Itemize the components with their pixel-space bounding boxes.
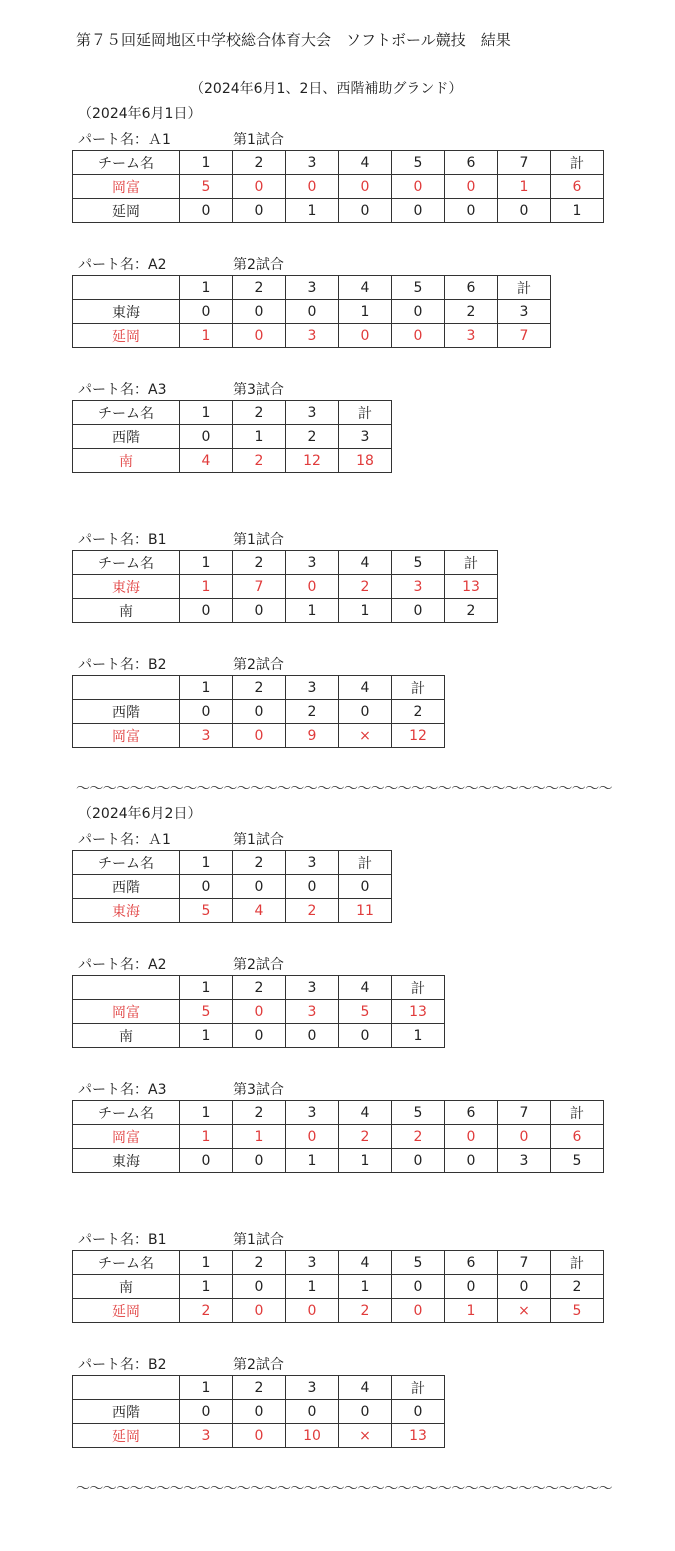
inning-score: 0	[233, 875, 286, 899]
inning-score: 5	[180, 1000, 233, 1024]
inning-score: 4	[233, 899, 286, 923]
team-score-row	[73, 724, 445, 748]
scoreboard-table	[72, 1375, 445, 1448]
inning-score: 3	[180, 724, 233, 748]
team-score-row	[73, 1000, 445, 1024]
game-label: 第2試合	[233, 657, 284, 673]
inning-score: 1	[233, 425, 286, 449]
inning-header: 3	[286, 851, 339, 875]
inning-score: 1	[180, 324, 233, 348]
inning-score: 0	[445, 1149, 498, 1173]
team-column-header: チーム名	[73, 151, 180, 175]
header-row	[73, 676, 445, 700]
total-column-header: 計	[339, 851, 392, 875]
pool-label: パート名：B1	[78, 532, 167, 548]
scoreboard-table	[72, 850, 392, 923]
inning-score: 1	[339, 300, 392, 324]
inning-score: 0	[392, 175, 445, 199]
inning-score: 0	[233, 724, 286, 748]
team-name: 東海	[73, 300, 180, 324]
inning-score: 0	[286, 175, 339, 199]
team-score-row	[73, 599, 498, 623]
inning-score: 3	[286, 1000, 339, 1024]
team-name: 西階	[73, 425, 180, 449]
inning-score: 0	[339, 175, 392, 199]
inning-score: 0	[339, 324, 392, 348]
separator-line: 〜〜〜〜〜〜〜〜〜〜〜〜〜〜〜〜〜〜〜〜〜〜〜〜〜〜〜〜〜〜〜〜〜〜〜〜〜〜〜〜	[76, 781, 612, 797]
total-score: 11	[339, 899, 392, 923]
inning-header: 5	[392, 276, 445, 300]
total-score: 7	[498, 324, 551, 348]
inning-header: 6	[445, 276, 498, 300]
scoreboard-table	[72, 1250, 604, 1323]
inning-header: 2	[233, 851, 286, 875]
inning-score: 0	[233, 599, 286, 623]
game-label: 第1試合	[233, 532, 284, 548]
team-column-header	[73, 1376, 180, 1400]
total-score: 0	[339, 875, 392, 899]
inning-header: 1	[180, 676, 233, 700]
inning-score: 0	[286, 1125, 339, 1149]
inning-header: 2	[233, 1376, 286, 1400]
inning-score: 1	[180, 575, 233, 599]
day-date: （2024年6月2日）	[78, 806, 202, 822]
inning-score: 0	[180, 700, 233, 724]
inning-score: ×	[339, 1424, 392, 1448]
inning-score: 0	[180, 599, 233, 623]
team-name: 岡富	[73, 175, 180, 199]
header-row	[73, 401, 392, 425]
total-score: 13	[392, 1000, 445, 1024]
inning-score: ×	[498, 1299, 551, 1323]
team-score-row	[73, 700, 445, 724]
inning-score: 1	[286, 1275, 339, 1299]
inning-header: 4	[339, 551, 392, 575]
total-score: 5	[551, 1299, 604, 1323]
game-label: 第2試合	[233, 1357, 284, 1373]
inning-score: 0	[233, 199, 286, 223]
inning-header: 1	[180, 401, 233, 425]
inning-header: 5	[392, 151, 445, 175]
inning-header: 1	[180, 976, 233, 1000]
inning-score: 3	[180, 1424, 233, 1448]
inning-score: 9	[286, 724, 339, 748]
team-name: 西階	[73, 700, 180, 724]
scoreboard-table	[72, 1100, 604, 1173]
header-row	[73, 976, 445, 1000]
pool-label: パート名：A3	[78, 1082, 167, 1098]
scoreboard-table	[72, 975, 445, 1048]
total-score: 5	[551, 1149, 604, 1173]
inning-score: 0	[233, 1299, 286, 1323]
inning-header: 4	[339, 151, 392, 175]
inning-header: 4	[339, 276, 392, 300]
inning-score: 0	[339, 199, 392, 223]
inning-score: 2	[286, 700, 339, 724]
inning-score: 0	[233, 1275, 286, 1299]
inning-header: 3	[286, 551, 339, 575]
game-label: 第1試合	[233, 832, 284, 848]
total-column-header: 計	[339, 401, 392, 425]
inning-score: 2	[339, 575, 392, 599]
inning-score: 2	[180, 1299, 233, 1323]
team-name: 岡富	[73, 724, 180, 748]
inning-header: 1	[180, 276, 233, 300]
inning-header: 2	[233, 976, 286, 1000]
inning-header: 2	[233, 551, 286, 575]
inning-score: 0	[392, 324, 445, 348]
inning-score: 3	[392, 575, 445, 599]
inning-header: 4	[339, 1251, 392, 1275]
inning-header: 3	[286, 276, 339, 300]
team-name: 南	[73, 1024, 180, 1048]
scoreboard-table	[72, 150, 604, 223]
inning-score: 0	[233, 1149, 286, 1173]
inning-score: 1	[286, 199, 339, 223]
game-label: 第1試合	[233, 132, 284, 148]
game-label: 第2試合	[233, 957, 284, 973]
inning-header: 4	[339, 976, 392, 1000]
team-name: 西階	[73, 1400, 180, 1424]
team-score-row	[73, 1149, 604, 1173]
inning-score: 1	[339, 1149, 392, 1173]
inning-header: 7	[498, 1251, 551, 1275]
team-score-row	[73, 199, 604, 223]
team-column-header: チーム名	[73, 401, 180, 425]
total-score: 2	[392, 700, 445, 724]
team-name: 南	[73, 449, 180, 473]
team-score-row	[73, 899, 392, 923]
total-column-header: 計	[392, 676, 445, 700]
inning-score: 0	[233, 1400, 286, 1424]
inning-score: 1	[233, 1125, 286, 1149]
game-label: 第1試合	[233, 1232, 284, 1248]
total-column-header: 計	[392, 1376, 445, 1400]
header-row	[73, 1251, 604, 1275]
inning-header: 3	[286, 1251, 339, 1275]
total-score: 3	[339, 425, 392, 449]
team-column-header	[73, 276, 180, 300]
total-score: 2	[445, 599, 498, 623]
pool-label: パート名：A2	[78, 257, 167, 273]
inning-header: 7	[498, 151, 551, 175]
inning-score: 5	[339, 1000, 392, 1024]
inning-score: 0	[233, 700, 286, 724]
inning-score: 0	[233, 300, 286, 324]
inning-score: 1	[180, 1275, 233, 1299]
inning-header: 2	[233, 151, 286, 175]
team-name: 東海	[73, 899, 180, 923]
inning-score: 0	[233, 175, 286, 199]
total-score: 2	[551, 1275, 604, 1299]
inning-score: 0	[392, 1299, 445, 1323]
team-score-row	[73, 425, 392, 449]
total-score: 1	[392, 1024, 445, 1048]
scoreboard-table	[72, 675, 445, 748]
inning-header: 6	[445, 151, 498, 175]
inning-header: 1	[180, 1101, 233, 1125]
header-row	[73, 151, 604, 175]
total-score: 18	[339, 449, 392, 473]
inning-score: 2	[339, 1299, 392, 1323]
header-row	[73, 1376, 445, 1400]
inning-header: 5	[392, 1251, 445, 1275]
team-name: 南	[73, 599, 180, 623]
team-name: 岡富	[73, 1000, 180, 1024]
team-column-header: チーム名	[73, 1251, 180, 1275]
inning-score: 0	[180, 1400, 233, 1424]
inning-header: 3	[286, 1376, 339, 1400]
inning-score: 0	[233, 1024, 286, 1048]
inning-header: 4	[339, 676, 392, 700]
inning-header: 2	[233, 676, 286, 700]
inning-score: 0	[180, 425, 233, 449]
team-column-header: チーム名	[73, 551, 180, 575]
game-label: 第3試合	[233, 1082, 284, 1098]
inning-score: 10	[286, 1424, 339, 1448]
total-score: 6	[551, 1125, 604, 1149]
game-label: 第3試合	[233, 382, 284, 398]
team-column-header	[73, 976, 180, 1000]
team-name: 南	[73, 1275, 180, 1299]
team-name: 延岡	[73, 324, 180, 348]
inning-score: 0	[180, 1149, 233, 1173]
inning-score: 0	[180, 199, 233, 223]
inning-score: 2	[339, 1125, 392, 1149]
pool-label: パート名：B2	[78, 657, 167, 673]
inning-score: 0	[445, 1275, 498, 1299]
inning-header: 1	[180, 851, 233, 875]
total-score: 13	[445, 575, 498, 599]
inning-header: 2	[233, 276, 286, 300]
inning-header: 4	[339, 1101, 392, 1125]
inning-header: 2	[233, 1101, 286, 1125]
inning-score: 0	[233, 1000, 286, 1024]
day-date: （2024年6月1日）	[78, 106, 202, 122]
team-score-row	[73, 575, 498, 599]
total-column-header: 計	[498, 276, 551, 300]
inning-score: 3	[286, 324, 339, 348]
inning-score: 0	[286, 1024, 339, 1048]
inning-score: 2	[286, 899, 339, 923]
team-score-row	[73, 324, 551, 348]
inning-score: 0	[286, 875, 339, 899]
inning-score: 1	[339, 1275, 392, 1299]
total-score: 0	[392, 1400, 445, 1424]
inning-score: 0	[180, 300, 233, 324]
inning-header: 2	[233, 1251, 286, 1275]
inning-score: 1	[445, 1299, 498, 1323]
pool-label: パート名：Ａ1	[78, 832, 171, 848]
inning-score: 1	[339, 599, 392, 623]
header-row	[73, 551, 498, 575]
inning-score: 0	[286, 575, 339, 599]
team-score-row	[73, 300, 551, 324]
inning-score: 4	[180, 449, 233, 473]
pool-label: パート名：B1	[78, 1232, 167, 1248]
header-row	[73, 851, 392, 875]
inning-header: 6	[445, 1251, 498, 1275]
inning-score: 0	[339, 1400, 392, 1424]
team-score-row	[73, 1299, 604, 1323]
pool-label: パート名：A3	[78, 382, 167, 398]
inning-score: 1	[286, 1149, 339, 1173]
inning-score: 3	[445, 324, 498, 348]
inning-score: 0	[392, 1275, 445, 1299]
inning-header: 3	[286, 401, 339, 425]
inning-score: 2	[286, 425, 339, 449]
inning-score: 0	[339, 700, 392, 724]
inning-header: 6	[445, 1101, 498, 1125]
inning-header: 7	[498, 1101, 551, 1125]
inning-score: 0	[498, 199, 551, 223]
inning-score: 3	[498, 1149, 551, 1173]
inning-score: 12	[286, 449, 339, 473]
scoreboard-table	[72, 275, 551, 348]
team-name: 延岡	[73, 199, 180, 223]
inning-header: 3	[286, 1101, 339, 1125]
team-name: 延岡	[73, 1424, 180, 1448]
inning-score: 1	[498, 175, 551, 199]
inning-header: 1	[180, 1251, 233, 1275]
inning-score: 2	[392, 1125, 445, 1149]
inning-score: 1	[180, 1024, 233, 1048]
inning-score: 0	[339, 1024, 392, 1048]
pool-label: パート名：Ａ1	[78, 132, 171, 148]
team-name: 東海	[73, 1149, 180, 1173]
inning-score: 0	[392, 199, 445, 223]
inning-score: 0	[286, 300, 339, 324]
team-score-row	[73, 875, 392, 899]
team-score-row	[73, 1125, 604, 1149]
scoreboard-table	[72, 550, 498, 623]
separator-line: 〜〜〜〜〜〜〜〜〜〜〜〜〜〜〜〜〜〜〜〜〜〜〜〜〜〜〜〜〜〜〜〜〜〜〜〜〜〜〜〜	[76, 1481, 612, 1497]
inning-score: 0	[498, 1275, 551, 1299]
inning-score: 0	[392, 1149, 445, 1173]
team-column-header	[73, 676, 180, 700]
inning-header: 3	[286, 676, 339, 700]
inning-header: 3	[286, 151, 339, 175]
page-title: 第７５回延岡地区中学校総合体育大会 ソフトボール競技 結果	[76, 31, 511, 49]
game-label: 第2試合	[233, 257, 284, 273]
inning-header: 1	[180, 1376, 233, 1400]
total-column-header: 計	[551, 1101, 604, 1125]
inning-header: 1	[180, 151, 233, 175]
inning-score: 0	[392, 599, 445, 623]
team-score-row	[73, 1024, 445, 1048]
team-name: 西階	[73, 875, 180, 899]
inning-header: 1	[180, 551, 233, 575]
inning-header: 4	[339, 1376, 392, 1400]
inning-score: 2	[445, 300, 498, 324]
team-score-row	[73, 449, 392, 473]
total-column-header: 計	[551, 1251, 604, 1275]
total-score: 6	[551, 175, 604, 199]
header-row	[73, 276, 551, 300]
inning-score: 5	[180, 899, 233, 923]
event-venue-dates: （2024年6月1、2日、西階補助グランド）	[190, 81, 463, 97]
team-name: 東海	[73, 575, 180, 599]
inning-header: 5	[392, 551, 445, 575]
team-column-header: チーム名	[73, 851, 180, 875]
inning-header: 5	[392, 1101, 445, 1125]
inning-score: 7	[233, 575, 286, 599]
total-score: 12	[392, 724, 445, 748]
total-score: 13	[392, 1424, 445, 1448]
inning-score: 0	[233, 324, 286, 348]
pool-label: パート名：B2	[78, 1357, 167, 1373]
inning-score: 1	[180, 1125, 233, 1149]
pool-label: パート名：A2	[78, 957, 167, 973]
team-score-row	[73, 1400, 445, 1424]
team-score-row	[73, 1424, 445, 1448]
total-column-header: 計	[392, 976, 445, 1000]
inning-score: 5	[180, 175, 233, 199]
inning-score: 0	[445, 175, 498, 199]
inning-header: 3	[286, 976, 339, 1000]
inning-score: 1	[286, 599, 339, 623]
inning-score: 0	[286, 1299, 339, 1323]
team-column-header: チーム名	[73, 1101, 180, 1125]
inning-score: 0	[445, 1125, 498, 1149]
total-score: 1	[551, 199, 604, 223]
team-score-row	[73, 175, 604, 199]
inning-score: 0	[180, 875, 233, 899]
inning-score: 0	[286, 1400, 339, 1424]
total-column-header: 計	[445, 551, 498, 575]
inning-score: ×	[339, 724, 392, 748]
team-name: 延岡	[73, 1299, 180, 1323]
team-name: 岡富	[73, 1125, 180, 1149]
header-row	[73, 1101, 604, 1125]
total-score: 3	[498, 300, 551, 324]
scoreboard-table	[72, 400, 392, 473]
team-score-row	[73, 1275, 604, 1299]
inning-score: 0	[233, 1424, 286, 1448]
inning-header: 2	[233, 401, 286, 425]
inning-score: 0	[392, 300, 445, 324]
total-column-header: 計	[551, 151, 604, 175]
inning-score: 0	[498, 1125, 551, 1149]
inning-score: 0	[445, 199, 498, 223]
inning-score: 2	[233, 449, 286, 473]
